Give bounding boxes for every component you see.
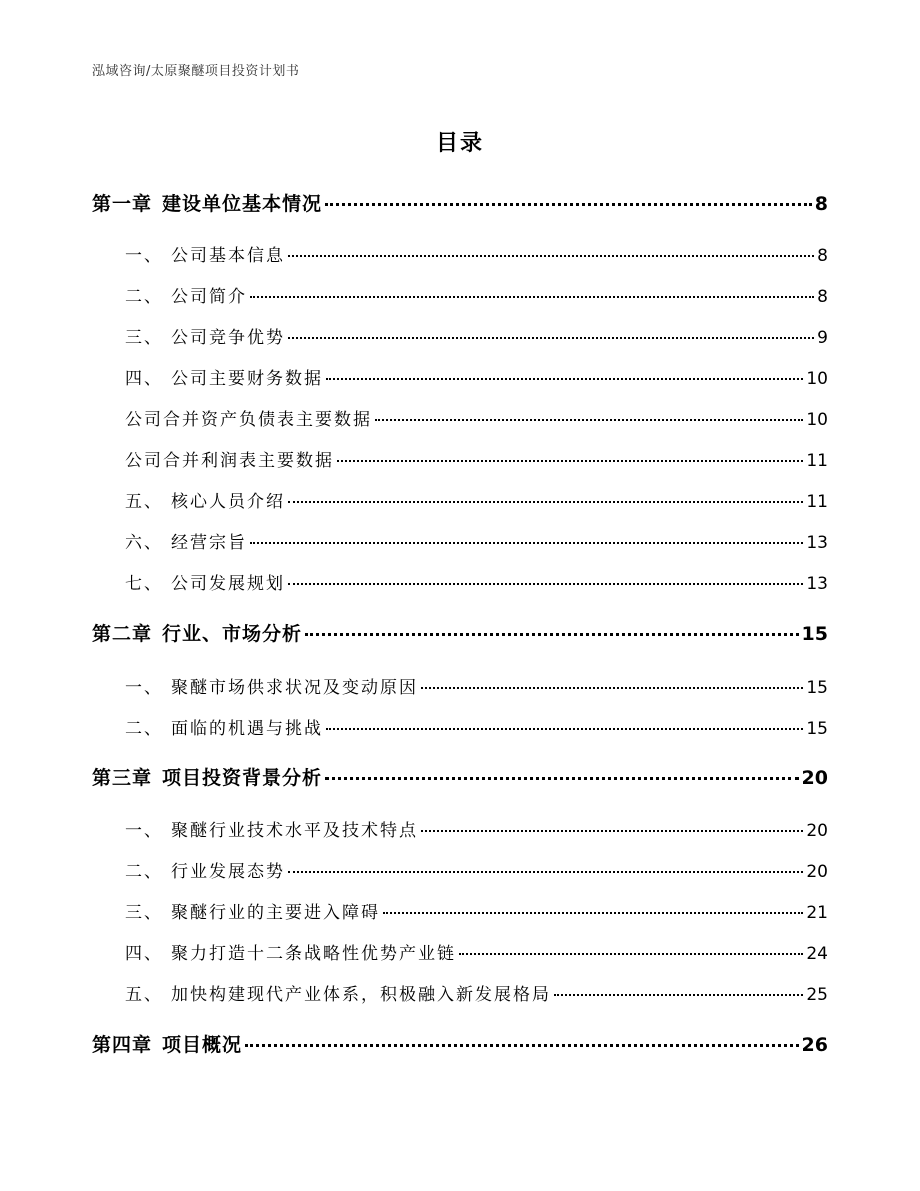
toc-section-3-5[interactable] (125, 980, 828, 1005)
toc-entry-number: 二、 (125, 287, 163, 307)
toc-entry-page: 10 (806, 410, 828, 430)
toc-dot-leader (288, 255, 814, 257)
toc-entry-page: 24 (806, 944, 828, 964)
toc-entry-title: 公司简介 (171, 287, 247, 307)
toc-entry-title: 行业发展态势 (171, 862, 285, 882)
toc-entry-number: 第四章 (92, 1034, 153, 1056)
toc-dot-leader (325, 203, 812, 206)
toc-entry-page: 15 (806, 719, 828, 739)
toc-dot-leader (288, 337, 814, 339)
toc-entry-number: 四、 (125, 369, 163, 389)
toc-dot-leader (421, 830, 803, 832)
toc-section-3-3[interactable] (125, 898, 828, 923)
toc-entry-number: 一、 (125, 678, 163, 698)
toc-entry-number: 第三章 (92, 767, 153, 789)
toc-entry-number: 二、 (125, 719, 163, 739)
toc-entry-title: 公司基本信息 (171, 246, 285, 266)
toc-section-3-4[interactable] (125, 939, 828, 964)
toc-entry-number: 第一章 (92, 193, 153, 215)
toc-entry-page: 13 (806, 574, 828, 594)
toc-entry-title: 经营宗旨 (171, 533, 247, 553)
toc-dot-leader (250, 296, 814, 298)
toc-entry-page: 8 (814, 193, 828, 215)
toc-section-1-4b[interactable] (125, 446, 828, 471)
toc-entry-page: 8 (817, 287, 828, 307)
toc-dot-leader (288, 501, 803, 503)
toc-entry-number: 一、 (125, 246, 163, 266)
toc-chapter-4[interactable] (92, 1030, 828, 1057)
toc-section-1-4[interactable] (125, 364, 828, 389)
toc-chapter-3[interactable] (92, 763, 828, 790)
toc-dot-leader (337, 460, 803, 462)
toc-entry-number: 四、 (125, 944, 163, 964)
toc-entry-title: 公司合并资产负债表主要数据 (125, 410, 372, 430)
toc-dot-leader (250, 542, 803, 544)
toc-entry-title: 核心人员介绍 (171, 492, 285, 512)
page-title: 目录 (435, 131, 484, 156)
toc-entry-page: 21 (806, 903, 828, 923)
toc-chapter-1[interactable] (92, 189, 828, 216)
toc-entry-title: 面临的机遇与挑战 (171, 719, 323, 739)
toc-dot-leader (245, 1044, 799, 1047)
toc-chapter-2[interactable] (92, 619, 828, 646)
toc-entry-title: 行业、市场分析 (162, 623, 303, 645)
toc-entry-page: 26 (801, 1034, 828, 1056)
toc-entry-page: 11 (806, 451, 828, 471)
toc-dot-leader (375, 419, 803, 421)
toc-entry-title: 聚力打造十二条战略性优势产业链 (171, 944, 456, 964)
toc-dot-leader (288, 583, 803, 585)
toc-dot-leader (288, 871, 803, 873)
toc-entry-number: 五、 (125, 492, 163, 512)
toc-entry-page: 9 (817, 328, 828, 348)
toc-section-1-2[interactable] (125, 282, 828, 307)
toc-entry-page: 20 (806, 862, 828, 882)
toc-section-1-7[interactable] (125, 569, 828, 594)
toc-dot-leader (325, 777, 799, 780)
toc-entry-title: 加快构建现代产业体系，积极融入新发展格局 (171, 985, 551, 1005)
toc-entry-title: 建设单位基本情况 (162, 193, 323, 215)
toc-entry-page: 13 (806, 533, 828, 553)
toc-dot-leader (383, 912, 803, 914)
toc-entry-page: 11 (806, 492, 828, 512)
toc-entry-number: 三、 (125, 903, 163, 923)
toc-entry-number: 五、 (125, 985, 163, 1005)
toc-section-2-1[interactable] (125, 673, 828, 698)
toc-dot-leader (326, 728, 803, 730)
toc-entry-page: 10 (806, 369, 828, 389)
toc-entry-page: 15 (801, 623, 828, 645)
toc-dot-leader (305, 633, 799, 636)
toc-entry-title: 项目投资背景分析 (162, 767, 323, 789)
toc-entry-page: 15 (806, 678, 828, 698)
toc-entry-title: 公司主要财务数据 (171, 369, 323, 389)
toc-entry-number: 一、 (125, 821, 163, 841)
toc-entry-page: 25 (806, 985, 828, 1005)
toc-entry-number: 六、 (125, 533, 163, 553)
toc-section-1-4a[interactable] (125, 405, 828, 430)
toc-entry-page: 20 (806, 821, 828, 841)
toc-section-3-1[interactable] (125, 816, 828, 841)
toc-entry-number: 七、 (125, 574, 163, 594)
toc-entry-number: 三、 (125, 328, 163, 348)
toc-section-2-2[interactable] (125, 714, 828, 739)
toc-entry-title: 公司竞争优势 (171, 328, 285, 348)
toc-entry-title: 聚醚市场供求状况及变动原因 (171, 678, 418, 698)
toc-entry-number: 二、 (125, 862, 163, 882)
toc-section-1-6[interactable] (125, 528, 828, 553)
running-header: 泓域咨询/太原聚醚项目投资计划书 (92, 64, 300, 79)
toc-entry-number: 第二章 (92, 623, 153, 645)
toc-section-1-5[interactable] (125, 487, 828, 512)
toc-dot-leader (459, 953, 803, 955)
toc-section-1-3[interactable] (125, 323, 828, 348)
toc-entry-title: 公司发展规划 (171, 574, 285, 594)
toc-dot-leader (421, 687, 803, 689)
toc-entry-title: 项目概况 (162, 1034, 243, 1056)
toc-section-3-2[interactable] (125, 857, 828, 882)
toc-dot-leader (554, 994, 803, 996)
toc-entry-title: 聚醚行业技术水平及技术特点 (171, 821, 418, 841)
toc-section-1-1[interactable] (125, 241, 828, 266)
toc-entry-title: 聚醚行业的主要进入障碍 (171, 903, 380, 923)
toc-entry-page: 20 (801, 767, 828, 789)
toc-entry-title: 公司合并利润表主要数据 (125, 451, 334, 471)
toc-dot-leader (326, 378, 803, 380)
toc-entry-page: 8 (817, 246, 828, 266)
